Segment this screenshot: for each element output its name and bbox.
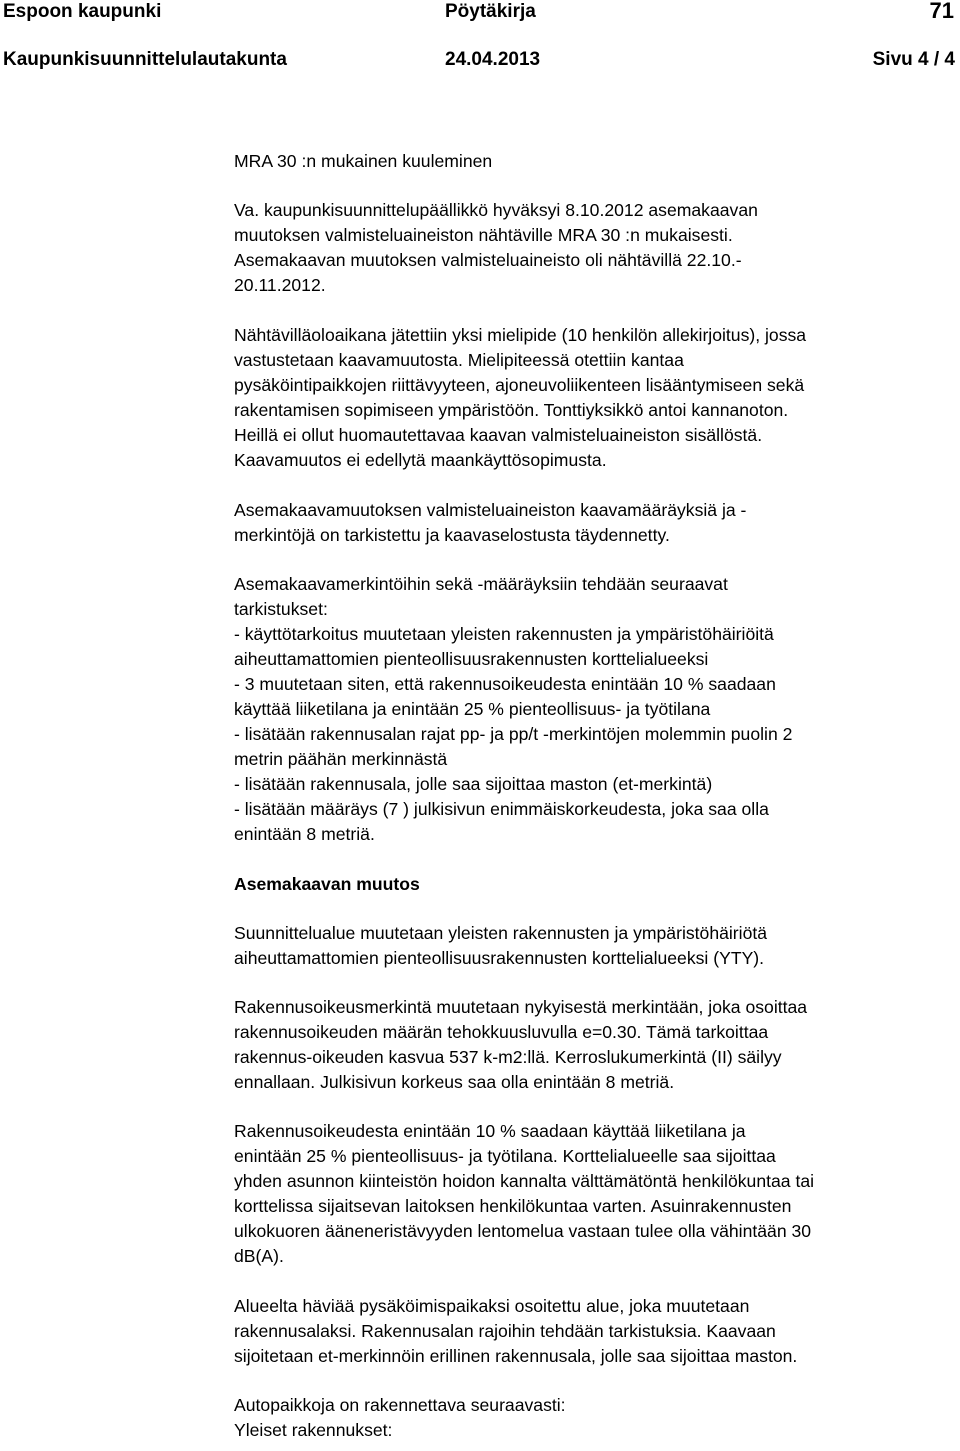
paragraph-parking-area: Alueelta häviää pysäköimispaikaksi osoitettu alue, joka muutetaan rakennusalaksi. Rakennusalan rajoihin tehdään tarkistuksia. Kaavaan sijoitetaan et-merkinnöin erillinen rakennusala, jolle saa sijoittaa maston. (234, 1296, 798, 1366)
paragraph-opinions: Nähtävilläoloaikana jätettiin yksi mielipide (10 henkilön allekirjoitus), jossa vastustetaan kaavamuutosta. Mielipiteessä otettiin kantaa pysäköintipaikkojen riittävyyteen, ajoneuvoliikenteen lisääntymiseen sekä rakentamisen sopimiseen ympäristöön. Tonttiyksikkö antoi kannanoton. Heillä ei ollut huomautettavaa kaavan valmisteluaineiston sisällöstä. Kaavamuutos ei edellytä maankäyttösopimusta. (234, 325, 807, 470)
paragraph-building-rights: Rakennusoikeusmerkintä muutetaan nykyisestä merkintään, joka osoittaa rakennusoikeuden määrän tehokkuusluvulla e=0.30. Tämä tarkoittaa rakennus-oikeuden kasvua 537 k-m2:llä. Kerroslukumerkintä (II) säilyy ennallaan. Julkisivun korkeus saa olla enintään 8 metriä. (234, 997, 808, 1092)
header-page-label: Sivu 4 / 4 (872, 49, 955, 70)
paragraph-car-places: Autopaikkoja on rakennettava seuraavasti: Yleiset rakennukset: (234, 1395, 566, 1440)
document-body (234, 149, 944, 1443)
header-page-number: 71 (929, 0, 954, 23)
header-org: Espoon kaupunki (3, 1, 162, 22)
paragraph-revisions: Asemakaavamuutoksen valmisteluaineiston kaavamääräyksiä ja - merkintöjä on tarkistettu ja kaavaselostusta täydennetty. (234, 500, 747, 545)
paragraph-amendment-list: Asemakaavamerkintöihin sekä -määräyksiin tehdään seuraavat tarkistukset: - käyttötarkoitus muutetaan yleisten rakennusten ja ympäristöhäiriöitä aiheuttamattomien pienteollisuusrakennusten korttelialueeksi - 3 muutetaan siten, että rakennusoikeudesta enintään 10 % saadaan käyttää liiketilana ja enintään 25 % pienteollisuus- ja työtilana - lisätään rakennusalan rajat pp- ja pp/t -merkintöjen molemmin puolin 2 metrin päähän merkinnästä - lisätään rakennusala, jolle saa sijoittaa maston (et-merkintä) - lisätään määräys (7 ) julkisivun enimmäiskorkeudesta, joka saa olla enintään 8 metriä. (234, 574, 793, 844)
paragraph-approval: Va. kaupunkisuunnittelupäällikkö hyväksyi 8.10.2012 asemakaavan muutoksen valmisteluaineiston nähtäville MRA 30 :n mukaisesti. Asemakaavan muutoksen valmisteluaineisto oli nähtävillä 22.10.- 20.11.2012. (234, 200, 758, 295)
paragraph-hearing-title: MRA 30 :n mukainen kuuleminen (234, 151, 493, 171)
paragraph-area-use: Suunnittelualue muutetaan yleisten rakennusten ja ympäristöhäiriötä aiheuttamattomien pienteollisuusrakennusten korttelialueeksi (YTY). (234, 923, 768, 968)
header-date: 24.04.2013 (445, 49, 541, 70)
header-doc-type: Pöytäkirja (445, 1, 536, 22)
header-committee: Kaupunkisuunnittelulautakunta (3, 49, 287, 70)
section-heading: Asemakaavan muutos (234, 874, 420, 894)
paragraph-usage-limits: Rakennusoikeudesta enintään 10 % saadaan käyttää liiketilana ja enintään 25 % pienteollisuus- ja työtilana. Korttelialueelle saa sijoittaa yhden asunnon kiinteistön hoidon kannalta välttämätöntä henkilökuntaa tai korttelissa sijaitsevan laitoksen henkilökuntaa varten. Asuinrakennusten ulkokuoren ääneneristävyyden lentomelua vastaan tulee olla vähintään 30 dB(A). (234, 1121, 815, 1266)
